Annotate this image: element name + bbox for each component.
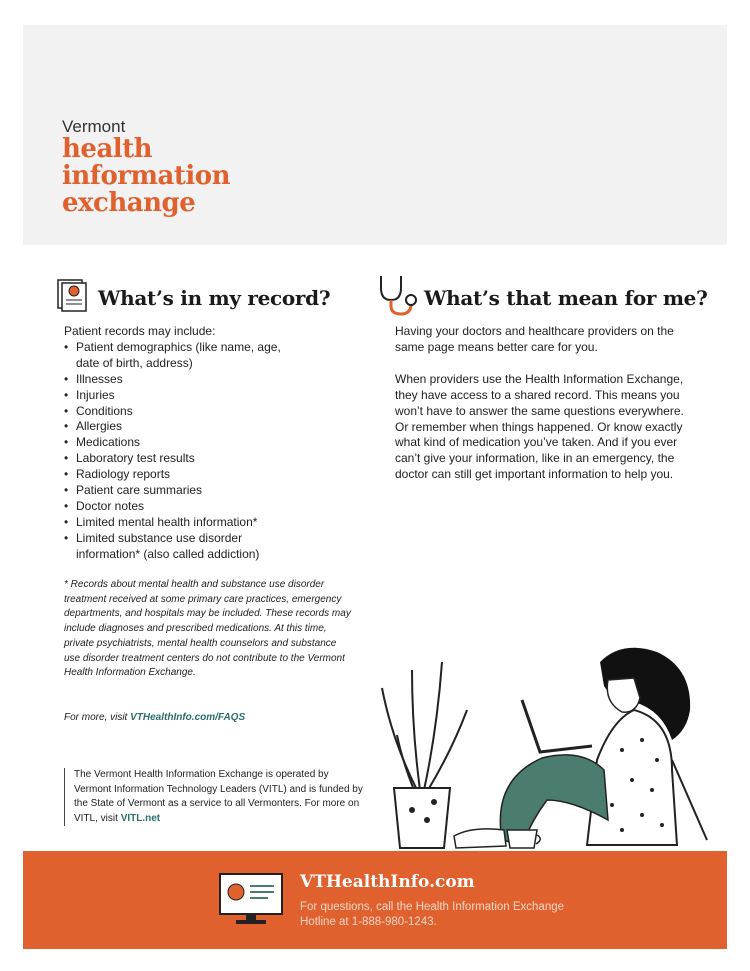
- list-item: • Allergies: [64, 419, 354, 435]
- record-list: [64, 340, 354, 563]
- list-item: • Laboratory test results: [64, 451, 354, 467]
- meaning-title: What’s that mean for me?: [424, 286, 708, 310]
- meaning-paragraph-2: When providers use the Health Information Exchange, they have access to a shared record. This means you won’t have to answer the same questions everywhere. Or remember when things happened. Or know exactly what kind of medication you’ve taken. And if you ever can’t give your information, like in an emergency, the doctor can still get important information to help you.: [395, 371, 684, 482]
- vitl-text: The Vermont Health Information Exchange is operated by Vermont Information Technology Leaders (VITL) and is funded by the State of Vermont as a service to all Vermonters. For more on VITL, visit: [74, 769, 363, 824]
- logo-line-1: health: [62, 134, 153, 164]
- meaning-paragraph-1: Having your doctors and healthcare providers on the same page means better care for you.: [395, 324, 674, 354]
- stethoscope-icon: [373, 272, 419, 323]
- logo-line-2: information: [62, 161, 230, 191]
- list-item: • Patient care summaries: [64, 483, 354, 499]
- records-icon: [56, 277, 92, 318]
- record-list-section: [64, 324, 354, 563]
- more-info-prefix: For more, visit: [64, 712, 131, 723]
- computer-icon: [218, 872, 284, 931]
- vitl-link[interactable]: VITL.net: [120, 812, 161, 824]
- list-item: • Patient demographics (like name, age, date of birth, address): [64, 340, 306, 372]
- record-intro: Patient records may include:: [64, 324, 216, 338]
- list-item: • Illnesses: [64, 372, 354, 388]
- list-item: • Limited substance use disorder information* (also called addiction): [64, 531, 276, 563]
- more-info: [64, 712, 245, 723]
- faq-link[interactable]: VTHealthInfo.com/FAQS: [130, 712, 246, 723]
- list-item: • Radiology reports: [64, 467, 354, 483]
- woman-laptop-illustration: [372, 640, 712, 857]
- footer-url[interactable]: VTHealthInfo.com: [300, 872, 475, 892]
- footer-hotline: For questions, call the Health Information Exchange Hotline at 1-888-980-1243.: [300, 901, 565, 928]
- logo-small-text: Vermont: [62, 117, 126, 136]
- logo-line-3: exchange: [62, 188, 196, 218]
- vitl-note: [64, 768, 364, 826]
- meaning-section: [395, 324, 695, 499]
- list-item: • Conditions: [64, 404, 354, 420]
- list-item: • Medications: [64, 435, 354, 451]
- list-item: • Limited mental health information*: [64, 515, 354, 531]
- record-title: What’s in my record?: [98, 286, 331, 310]
- list-item: • Doctor notes: [64, 499, 354, 515]
- list-item: • Injuries: [64, 388, 354, 404]
- logo: [62, 118, 230, 217]
- record-footnote: * Records about mental health and substance use disorder treatment received at some primary care practices, emergency departments, and hospitals may be included. These records may include diagnoses and prescribed medications. At this time, private psychiatrists, mental health counselors and substance use disorder treatment centers do not contribute to the Vermont Health Information Exchange.: [64, 579, 351, 679]
